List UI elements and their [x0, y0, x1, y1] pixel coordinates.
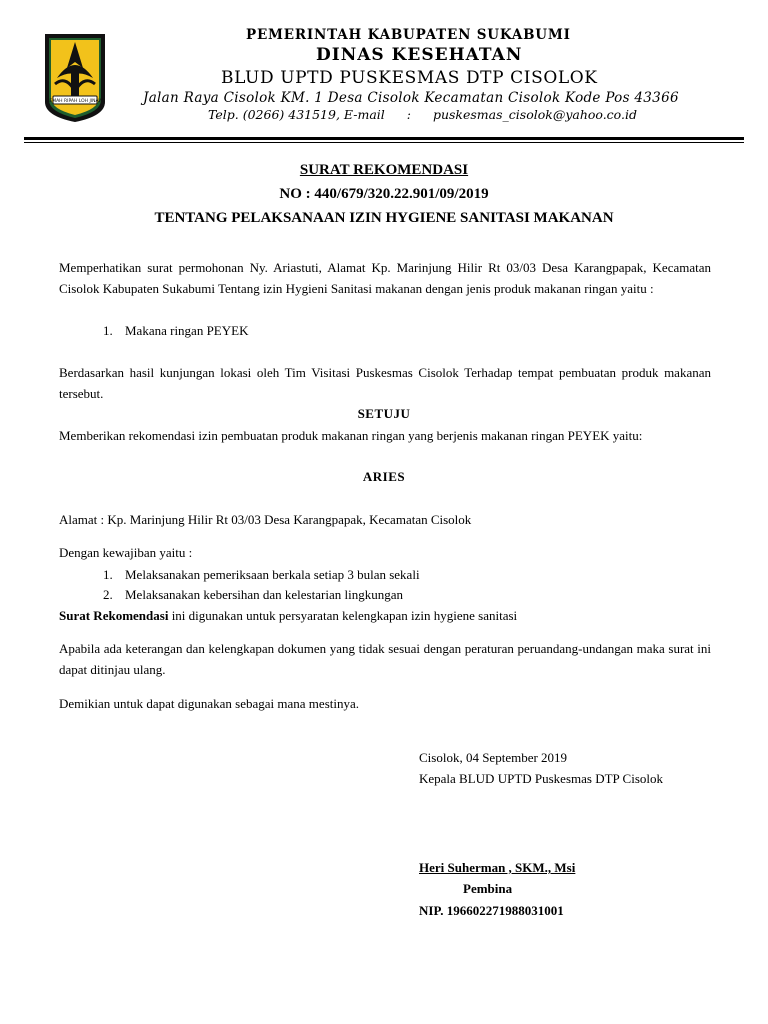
- signatory-name: Heri Suherman , SKM., Msi: [419, 860, 576, 875]
- institution-name: BLUD UPTD PUSKESMAS DTP CISOLOK: [221, 68, 598, 88]
- contact-email: puskesmas_cisolok@yahoo.co.id: [432, 107, 637, 122]
- signatory-rank: Pembina: [463, 881, 513, 896]
- approval-heading: SETUJU: [357, 406, 411, 421]
- logo-motto: GEMAH RIPAH LOH JINAWI: [45, 99, 105, 104]
- obligations-intro: Dengan kewajiban yaitu :: [59, 545, 193, 560]
- recipient-address: Alamat : Kp. Marinjung Hilir Rt 03/03 Desa Karangpapak, Kecamatan Cisolok: [59, 512, 472, 527]
- institution-address: Jalan Raya Cisolok KM. 1 Desa Cisolok Kecamatan Cisolok Kode Pos 43366: [143, 90, 679, 106]
- contact-phone: Telp. (0266) 431519, E-mail: [208, 107, 385, 122]
- sukabumi-regency-emblem-icon: [43, 32, 107, 124]
- recipient-name: ARIES: [362, 469, 406, 484]
- contact-separator: :: [406, 107, 411, 122]
- list-item-number: 1.: [103, 323, 113, 338]
- regency-name: PEMERINTAH KABUPATEN SUKABUMI: [246, 27, 571, 43]
- letterhead-divider-thick: [24, 137, 744, 140]
- document-subject: TENTANG PELAKSANAAN IZIN HYGIENE SANITASI MAKANAN: [154, 210, 614, 226]
- closing-sentence: Demikian untuk dapat digunakan sebagai mana mestinya.: [59, 696, 359, 711]
- signatory-nip: NIP. 196602271988031001: [419, 903, 564, 918]
- document-number: NO : 440/679/320.22.901/09/2019: [279, 186, 489, 202]
- review-paragraph: Apabila ada keterangan dan kelengkapan dokumen yang tidak sesuai dengan peraturan peruandang-undangan maka surat ini dapat ditinjau ulang.: [59, 641, 711, 677]
- place-date: Cisolok, 04 September 2019: [419, 750, 568, 765]
- opening-paragraph: Memperhatikan surat permohonan Ny. Ariastuti, Alamat Kp. Marinjung Hilir Rt 03/03 Desa Karangpapak, Kecamatan Cisolok Kabupaten Sukabumi Tentang izin Hygieni Sanitasi makanan dengan jenis produk makanan ringan yaitu :: [59, 260, 711, 296]
- recommendation-paragraph: Memberikan rekomendasi izin pembuatan produk makanan ringan yang berjenis makanan ringan PEYEK yaitu:: [59, 428, 643, 443]
- document-title: SURAT REKOMENDASI: [299, 162, 469, 178]
- list-item-text: Melaksanakan kebersihan dan kelestarian lingkungan: [125, 587, 403, 602]
- visit-paragraph: Berdasarkan hasil kunjungan lokasi oleh Tim Visitasi Puskesmas Cisolok Terhadap tempat pembuatan produk makanan tersebut.: [59, 365, 711, 401]
- letterhead-divider-thin: [24, 142, 744, 143]
- list-item-text: Melaksanakan pemeriksaan berkala setiap 3 bulan sekali: [125, 567, 420, 582]
- list-item-number: 1.: [103, 567, 113, 582]
- list-item-text: Makana ringan PEYEK: [125, 323, 249, 338]
- signatory-position: Kepala BLUD UPTD Puskesmas DTP Cisolok: [419, 771, 663, 786]
- purpose-bold: Surat Rekomendasi: [59, 608, 169, 623]
- purpose-rest: ini digunakan untuk persyaratan kelengkapan izin hygiene sanitasi: [168, 608, 518, 623]
- agency-name: DINAS KESEHATAN: [316, 45, 523, 65]
- institution-contact: [208, 107, 637, 122]
- list-item-number: 2.: [103, 587, 113, 602]
- purpose-statement: [59, 608, 517, 624]
